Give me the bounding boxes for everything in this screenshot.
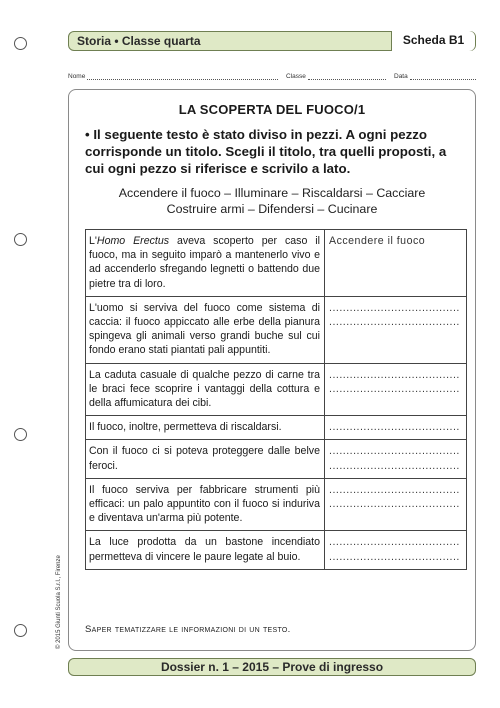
class-line[interactable] <box>308 74 386 80</box>
binder-hole-4 <box>14 624 27 637</box>
exercise-table <box>85 229 467 570</box>
footer-band: Dossier n. 1 – 2015 – Prove di ingresso <box>68 658 476 676</box>
name-label: Nome <box>68 73 86 80</box>
answer-line[interactable]: ...................................... <box>329 483 460 496</box>
answer-line[interactable]: ...................................... <box>329 445 460 458</box>
table-row <box>86 296 467 363</box>
date-line[interactable] <box>410 74 476 80</box>
passage-cell: Con il fuoco ci si poteva proteggere dalle belve feroci. <box>86 440 325 478</box>
answer-line[interactable]: ...................................... <box>329 459 460 472</box>
copyright-note: © 2015 Giunti Scuola S.r.l., Firenze <box>56 555 62 649</box>
table-row <box>86 478 467 531</box>
answer-cell[interactable] <box>325 416 467 440</box>
passage-cell: La luce prodotta da un bastone incendiato permetteva di vincere le paure legate al buio. <box>86 531 325 569</box>
class-label: Classe <box>286 73 306 80</box>
date-field[interactable] <box>394 73 476 80</box>
species-name: Homo Erectus <box>96 235 170 247</box>
date-label: Data <box>394 73 408 80</box>
answer-cell[interactable] <box>325 478 467 531</box>
passage-cell: Il fuoco, inoltre, permetteva di riscaldarsi. <box>86 416 325 440</box>
answer-line[interactable]: ...................................... <box>329 536 460 549</box>
answer-cell[interactable] <box>325 440 467 478</box>
skill-objective: Saper tematizzare le informazioni di un testo. <box>85 624 291 635</box>
page-title: LA SCOPERTA DEL FUOCO/1 <box>178 102 366 117</box>
answer-cell[interactable] <box>325 531 467 569</box>
passage-cell: La caduta casuale di qualche pezzo di carne tra le braci fece scoprire i vantaggi della cottura e della affumicatura dei cibi. <box>86 363 325 416</box>
table-row <box>86 363 467 416</box>
class-field[interactable] <box>286 73 386 80</box>
title-options <box>69 185 475 217</box>
table-row <box>86 230 467 297</box>
table-row <box>86 531 467 569</box>
name-line[interactable] <box>87 74 278 80</box>
answer-line[interactable]: ...................................... <box>329 498 460 511</box>
name-field[interactable] <box>68 73 278 80</box>
options-line-1: Accendere il fuoco – Illuminare – Riscaldarsi – Cacciare <box>118 186 426 200</box>
options-line-2: Costruire armi – Difendersi – Cucinare <box>166 202 378 216</box>
table-row <box>86 440 467 478</box>
answer-line[interactable]: ...................................... <box>329 316 460 328</box>
header-band <box>68 31 476 51</box>
answer-line[interactable]: ...................................... <box>329 550 460 563</box>
answer-line[interactable]: ...................................... <box>329 421 460 434</box>
instruction-text: • Il seguente testo è stato diviso in pezzi. A ogni pezzo corrisponde un titolo. Scegli il titolo, tra quelli proposti, a cui ogni pezzo si riferisce e scrivilo a lato. <box>85 127 447 176</box>
answer-cell[interactable] <box>325 296 467 363</box>
passage-cell: Il fuoco serviva per fabbricare strumenti più efficaci: un palo appuntito con il fuoco si induriva e diventava un'arma più potente. <box>86 478 325 531</box>
worksheet-panel <box>68 89 476 651</box>
answer-line[interactable]: ...................................... <box>329 382 460 395</box>
student-fields <box>68 68 476 80</box>
subject-label: Storia • Classe quarta <box>77 34 201 48</box>
sheet-label: Scheda B1 <box>391 31 475 51</box>
binder-hole-1 <box>14 37 27 50</box>
answer-text: Accendere il fuoco <box>329 235 426 247</box>
passage-cell: L'uomo si serviva del fuoco come sistema di caccia: il fuoco appiccato alle erbe della pianura spingeva gli animali verso grandi buche sul cui fondo erano stati piantati pali appuntiti. <box>86 296 325 363</box>
table-row <box>86 416 467 440</box>
answer-cell[interactable] <box>325 363 467 416</box>
passage-cell: L'Homo Erectus aveva scoperto per caso il fuoco, ma in seguito imparò a mantenerlo vivo e ad accenderlo sfregando legnetti o battendo due pietre tra di loro. <box>86 230 325 297</box>
binder-hole-2 <box>14 233 27 246</box>
answer-line[interactable]: ...................................... <box>329 301 460 314</box>
answer-line[interactable]: ...................................... <box>329 368 460 381</box>
answer-cell[interactable] <box>325 230 467 297</box>
binder-hole-3 <box>14 428 27 441</box>
